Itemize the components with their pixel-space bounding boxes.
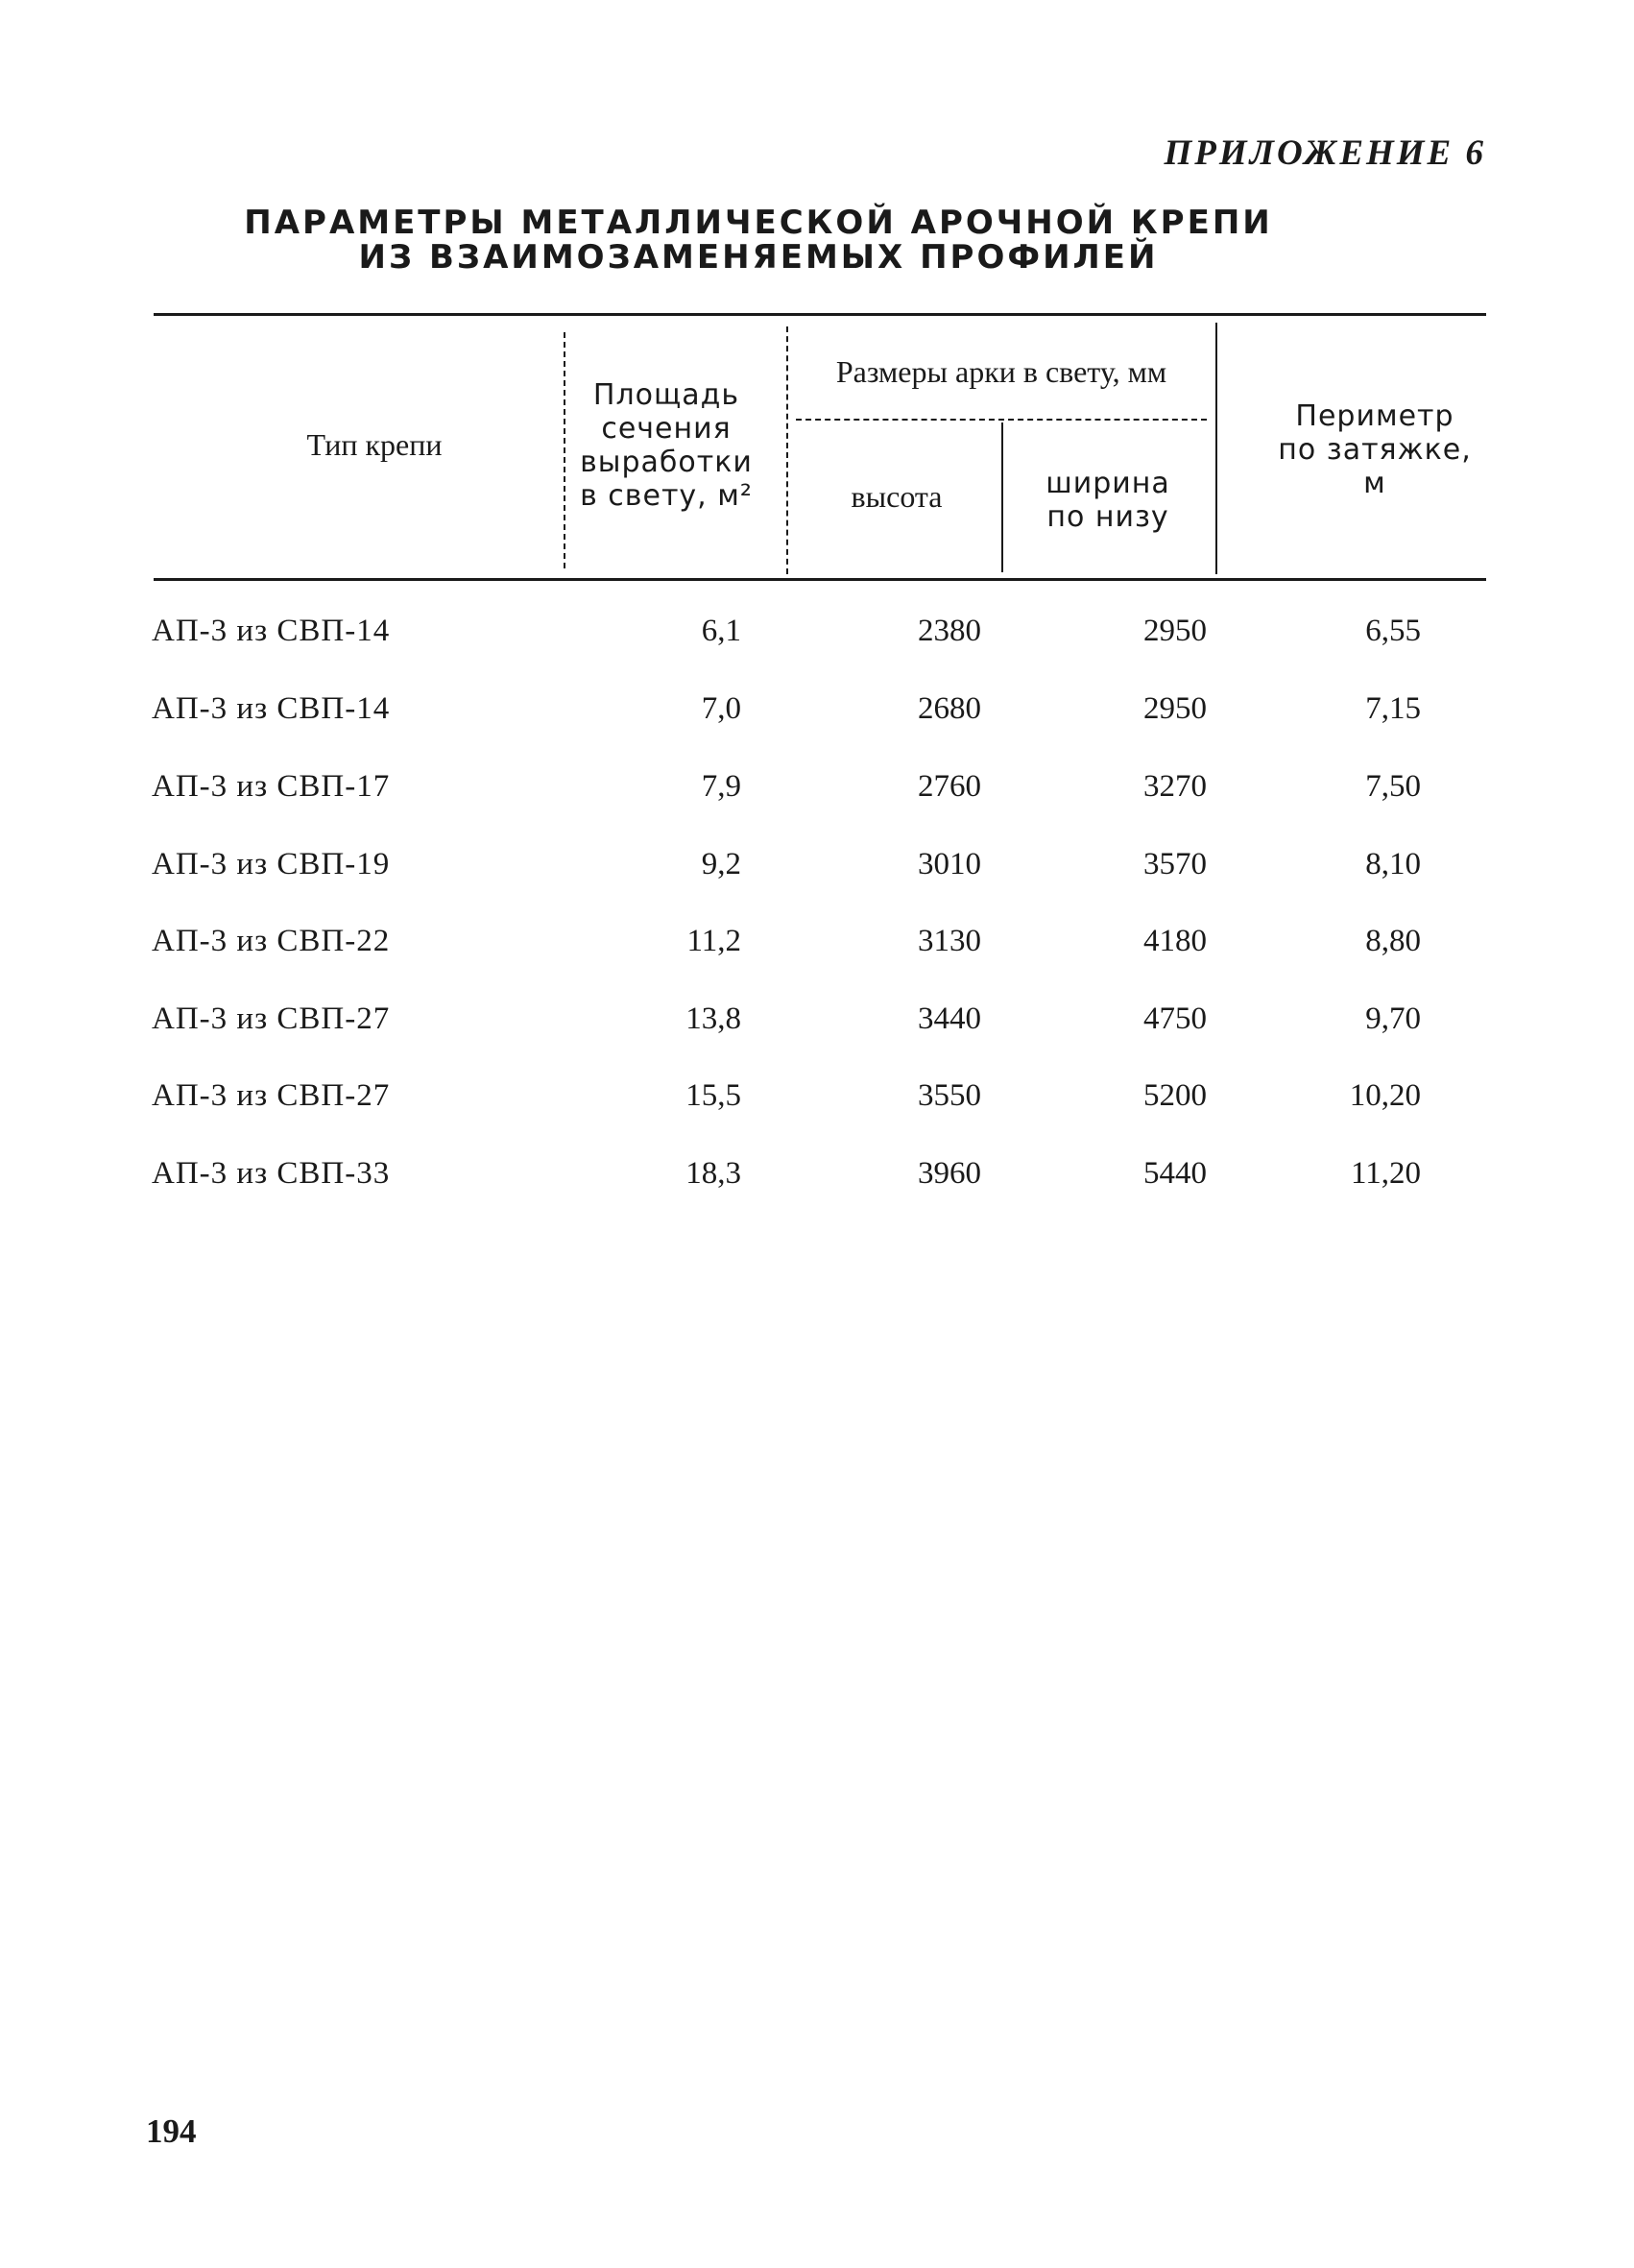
table-row: [0, 685, 1634, 733]
table-row: [0, 995, 1634, 1043]
appendix-label: ПРИЛОЖЕНИЕ 6: [1164, 133, 1486, 173]
cell-height: 2680: [918, 691, 981, 726]
cell-area: 7,0: [701, 691, 741, 726]
table-row: [0, 607, 1634, 655]
header-group-divider: [796, 419, 1207, 421]
cell-width: 3570: [1143, 847, 1207, 881]
table-top-rule: [154, 313, 1486, 316]
column-divider: [1001, 422, 1003, 572]
cell-type: АП-3 из СВП-14: [152, 691, 391, 726]
cell-type: АП-3 из СВП-14: [152, 614, 391, 648]
column-divider: [1215, 323, 1217, 574]
cell-area: 18,3: [685, 1156, 741, 1191]
table-row: [0, 840, 1634, 888]
table-header-rule: [154, 578, 1486, 581]
cell-perimeter: 6,55: [1365, 614, 1421, 648]
cell-height: 3960: [918, 1156, 981, 1191]
cell-type: АП-3 из СВП-33: [152, 1156, 391, 1191]
header-area-line-4: в свету, м²: [580, 479, 753, 513]
cell-area: 15,5: [685, 1078, 741, 1113]
cell-perimeter: 7,15: [1365, 691, 1421, 726]
cell-type: АП-3 из СВП-22: [152, 924, 391, 958]
page-number: 194: [146, 2112, 197, 2150]
cell-height: 3010: [918, 847, 981, 881]
header-area-line-2: сечения: [601, 412, 732, 446]
cell-height: 2760: [918, 769, 981, 804]
cell-width: 5440: [1143, 1156, 1207, 1191]
header-perimeter-line-3: м: [1363, 467, 1386, 500]
table-row: [0, 1149, 1634, 1197]
header-perimeter: [1221, 399, 1528, 500]
cell-type: АП-3 из СВП-19: [152, 847, 391, 881]
cell-area: 7,9: [701, 769, 741, 804]
cell-type: АП-3 из СВП-17: [152, 769, 391, 804]
table-row: [0, 1072, 1634, 1120]
cell-perimeter: 11,20: [1350, 1156, 1421, 1191]
cell-height: 3440: [918, 1001, 981, 1036]
cell-height: 3130: [918, 924, 981, 958]
header-perimeter-line-1: Периметр: [1295, 399, 1454, 433]
cell-type: АП-3 из СВП-27: [152, 1078, 391, 1113]
cell-width: 4180: [1143, 924, 1207, 958]
header-perimeter-line-2: по затяжке,: [1278, 433, 1472, 467]
cell-width: 4750: [1143, 1001, 1207, 1036]
header-width-line-1: ширина: [1045, 467, 1170, 500]
page-title-line-2: ИЗ ВЗАИМОЗАМЕНЯЕМЫХ ПРОФИЛЕЙ: [358, 238, 1159, 277]
cell-width: 2950: [1143, 614, 1207, 648]
header-size-group: Размеры арки в свету, мм: [835, 354, 1167, 389]
cell-perimeter: 9,70: [1365, 1001, 1421, 1036]
table-row: [0, 917, 1634, 965]
cell-perimeter: 8,10: [1365, 847, 1421, 881]
cell-type: АП-3 из СВП-27: [152, 1001, 391, 1036]
cell-area: 11,2: [686, 924, 741, 958]
cell-area: 9,2: [701, 847, 741, 881]
cell-area: 13,8: [685, 1001, 741, 1036]
header-width-line-2: по низу: [1046, 500, 1169, 534]
cell-perimeter: 10,20: [1349, 1078, 1421, 1113]
cell-width: 5200: [1143, 1078, 1207, 1113]
cell-area: 6,1: [701, 614, 741, 648]
table-row: [0, 762, 1634, 810]
page-title-line-1: ПАРАМЕТРЫ МЕТАЛЛИЧЕСКОЙ АРОЧНОЙ КРЕПИ: [244, 204, 1273, 242]
header-area-line-3: выработки: [580, 446, 753, 479]
header-width: [1005, 467, 1211, 534]
cell-width: 2950: [1143, 691, 1207, 726]
cell-perimeter: 8,80: [1365, 924, 1421, 958]
cell-height: 2380: [918, 614, 981, 648]
header-area: [553, 378, 780, 513]
header-type: Тип крепи: [306, 427, 443, 462]
cell-perimeter: 7,50: [1365, 769, 1421, 804]
header-height: высота: [851, 479, 943, 514]
cell-height: 3550: [918, 1078, 981, 1113]
header-area-line-1: Площадь: [592, 378, 740, 412]
cell-width: 3270: [1143, 769, 1207, 804]
